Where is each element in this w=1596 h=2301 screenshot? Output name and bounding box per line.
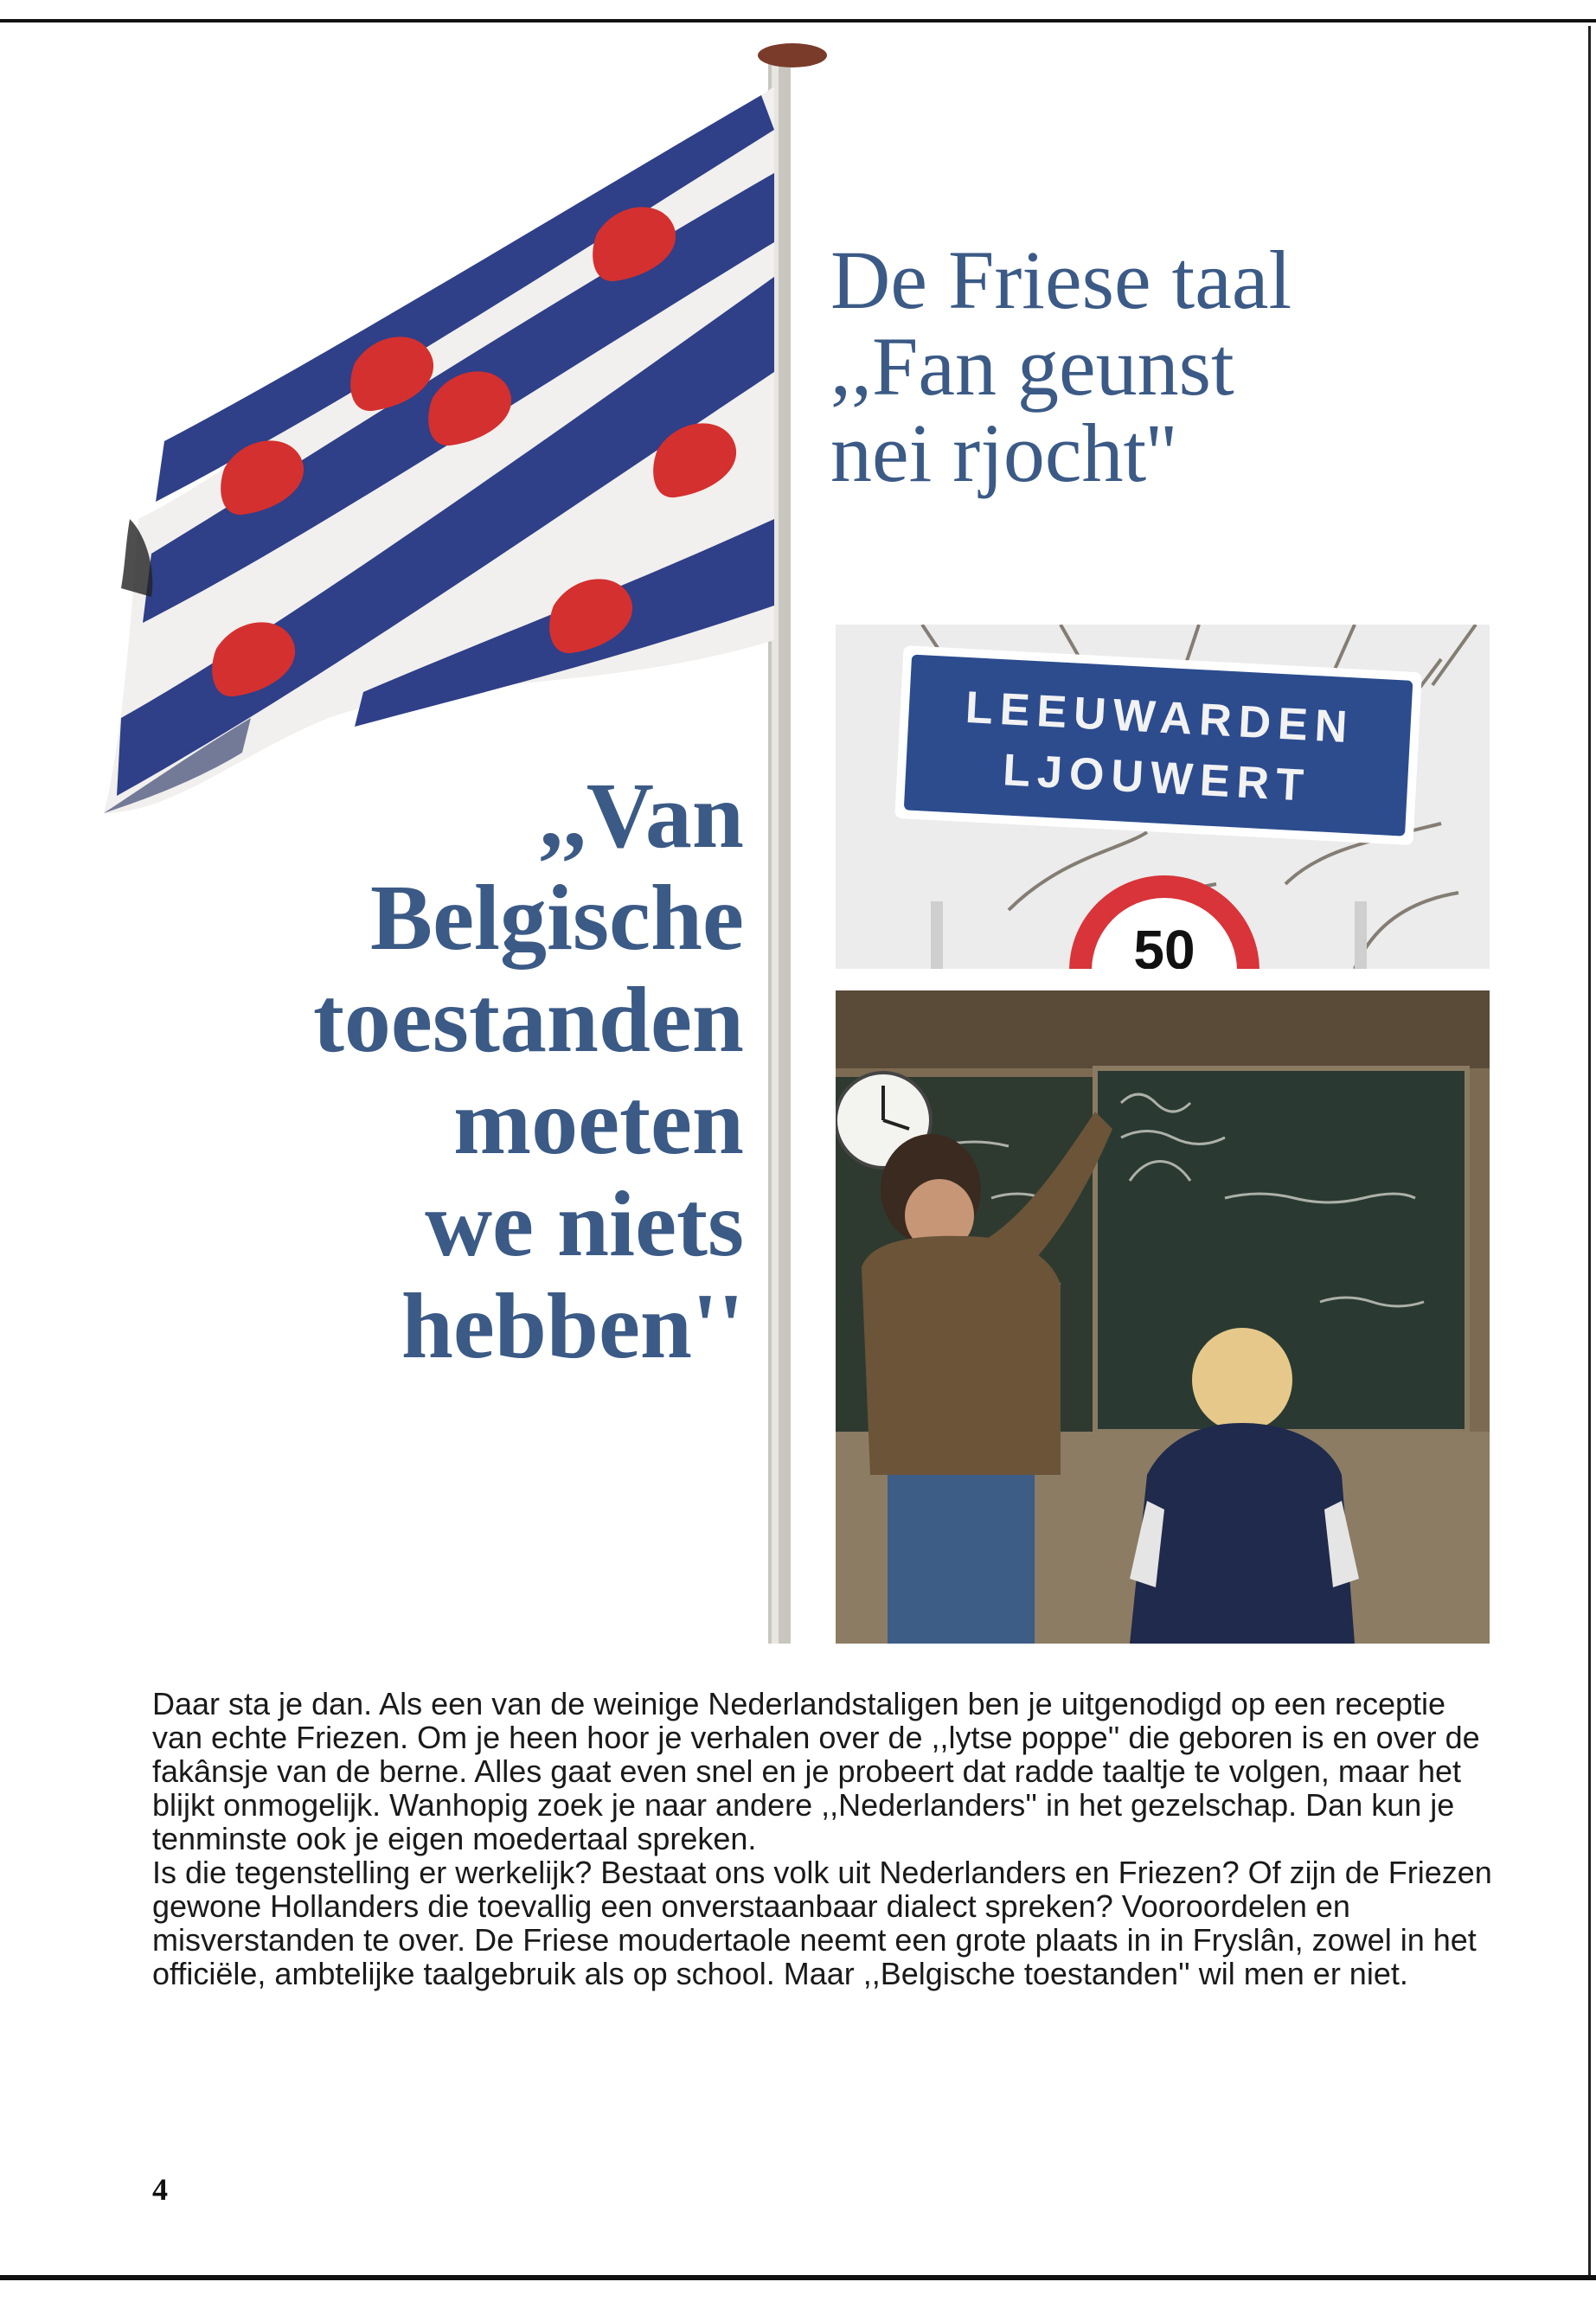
right-border-rule [1588, 26, 1591, 2275]
sign-line1: LEEUWARDEN [964, 682, 1356, 753]
heading-left-line4: moeten [453, 1070, 744, 1174]
heading-left-line6: hebben'' [401, 1274, 744, 1378]
article-body [152, 1687, 1502, 1990]
classroom-photo [836, 990, 1490, 1644]
body-paragraph-2: Is die tegenstelling er werkelijk? Bestaat ons volk uit Nederlanders en Friezen? Of zijn de Friezen gewone Hollanders die toevallig een onverstaanbaar dialect spreken? Vooroordelen en misverstanden te over. De Friese moudertaole neemt een grote plaats in in Fryslân, zowel in het officiële, ambtelijke taalgebruik als op school. Maar ,,Belgische toestanden'' wil men er niet. [152, 1855, 1492, 1991]
sign-line2: LJOUWERT [1001, 745, 1312, 811]
heading-left-line2: Belgische [370, 866, 744, 970]
bottom-border-rule [0, 2275, 1596, 2280]
page-number: 4 [152, 2172, 168, 2207]
article-heading-left [87, 766, 744, 1378]
body-paragraph-1: Daar sta je dan. Als een van de weinige Nederlandstaligen ben je uitgenodigd op een receptie van echte Friezen. Om je heen hoor je verhalen over de ,,lytse poppe'' die geboren is en over de fakânsje van de berne. Alles gaat even snel en je probeert dat radde taaltje te volgen, maar het blijkt onmogelijk. Wanhopig zoek je naar andere ,,Nederlanders'' in het gezelschap. Dan kun je tenminste ook je eigen moedertaal spreken. [152, 1686, 1480, 1856]
heading-right-line1: De Friese taal [830, 234, 1292, 327]
town-sign-photo [836, 625, 1490, 969]
article-heading-right [830, 234, 1384, 500]
heading-right-line2: ,,Fan geunst [830, 320, 1234, 413]
heading-left-line1: ,,Van [539, 764, 744, 868]
heading-left-line3: toestanden [312, 968, 744, 1072]
speed-limit-value: 50 [1133, 919, 1195, 969]
heading-right-line3: nei rjocht'' [830, 407, 1176, 500]
top-border-rule [0, 19, 1596, 22]
heading-left-line5: we niets [425, 1172, 744, 1276]
classroom-blackboard-image [836, 990, 1490, 1644]
